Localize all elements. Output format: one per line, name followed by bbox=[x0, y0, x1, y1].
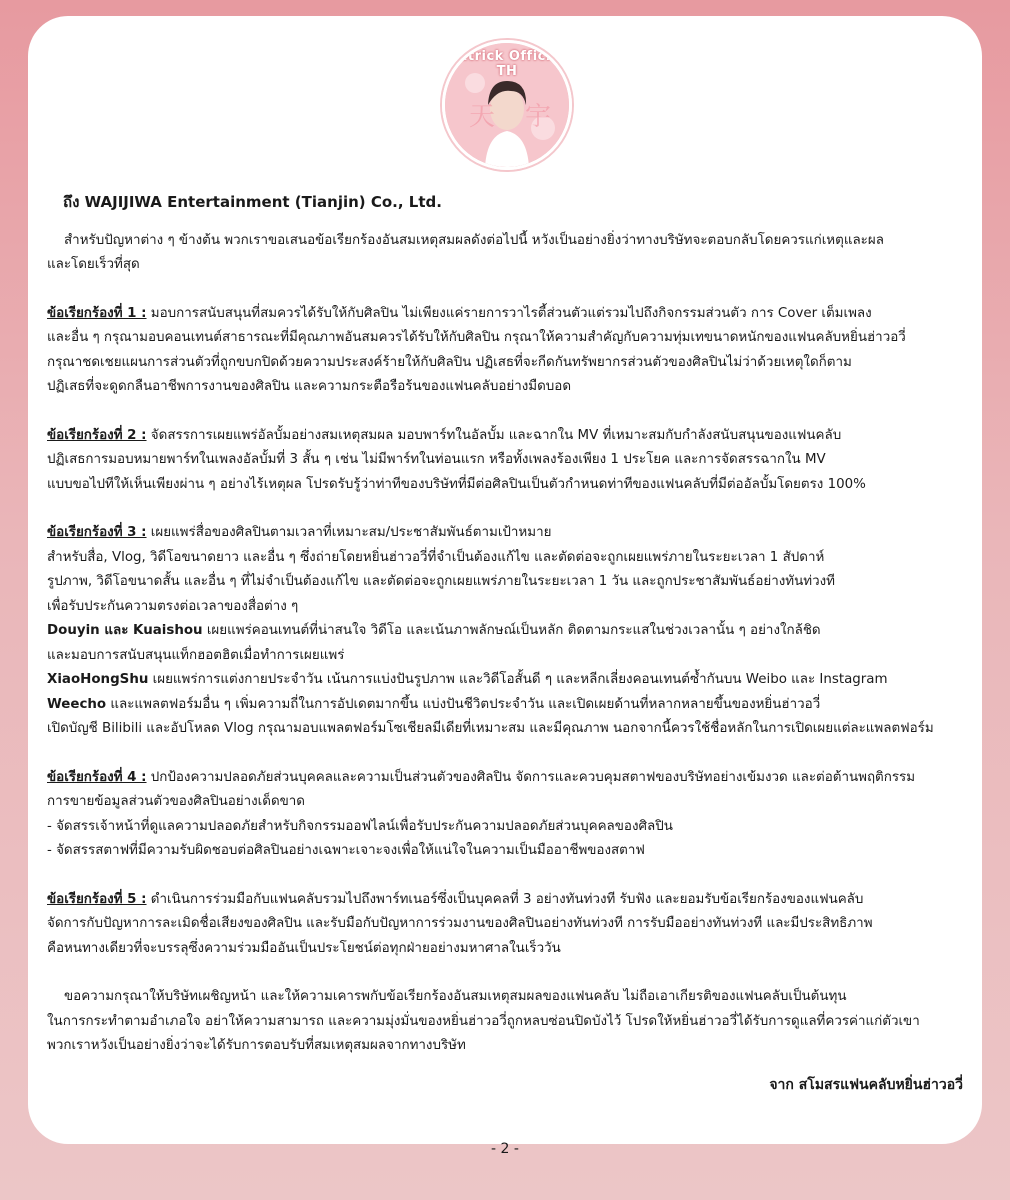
request-line: ดำเนินการร่วมมือกับแฟนคลับรวมไปถึงพาร์ทเนอร์ซึ่งเป็นบุคคลที่ 3 อย่างทันท่วงที รับฟัง และยอมรับข้อเรียกร้องของแฟนคลับ bbox=[150, 891, 864, 907]
request-line: สำหรับสื่อ, Vlog, วิดีโอขนาดยาว และอื่น ๆ ซึ่งถ่ายโดยหยิ่นฮ่าวอวี่ที่จำเป็นต้องแก้ไข และตัดต่อจะถูกเผยแพร่ภายในระยะเวลา 1 สัปดาห์ bbox=[47, 549, 825, 565]
letter-body bbox=[47, 190, 967, 1097]
platform-line bbox=[47, 668, 967, 693]
platform-name: Douyin และ Kuaishou bbox=[47, 623, 203, 638]
platform-line bbox=[47, 619, 967, 644]
platform-text: เผยแพร่การแต่งกายประจำวัน เน้นการแบ่งปันรูปภาพ และวิดีโอสั้นดี ๆ และหลีกเลี่ยงคอนเทนต์ซ้ำกันบน Weibo และ Instagram bbox=[152, 672, 888, 687]
platform-line bbox=[47, 693, 967, 718]
closing-line: พวกเราหวังเป็นอย่างยิ่งว่าจะได้รับการตอบรับที่สมเหตุสมผลจากทางบริษัท bbox=[47, 1038, 466, 1053]
request-line: เผยแพร่สื่อของศิลปินตามเวลาที่เหมาะสม/ประชาสัมพันธ์ตามเป้าหมาย bbox=[150, 525, 552, 540]
request-line: คือหนทางเดียวที่จะบรรลุซึ่งความร่วมมืออันเป็นประโยชน์ต่อทุกฝ่ายอย่างมหาศาลในเร็ววัน bbox=[47, 940, 561, 956]
request-line: ปกป้องความปลอดภัยส่วนบุคคลและความเป็นส่วนตัวของศิลปิน จัดการและควบคุมสตาฟของบริษัทอย่างเข้มงวด และต่อต้านพฤติกรรม bbox=[150, 769, 916, 785]
request-line: จัดการกับปัญหาการละเมิดชื่อเสียงของศิลปิน และรับมือกับปัญหาการร่วมงานของศิลปินอย่างทันท่วงที การรับมืออย่างทันท่วงที และมีประสิทธิภาพ bbox=[47, 916, 873, 931]
platform-line: เปิดบัญชี Bilibili และอัปโหลด Vlog กรุณามอบแพลตฟอร์มโซเชียลมีเดียที่เหมาะสม และมีคุณภาพ นอกจากนี้ควรใช้ชื่อหลักในการเปิดเผยแต่ละแพลตฟอร์ม bbox=[47, 721, 934, 736]
logo-text: Patrick Official TH bbox=[448, 49, 566, 79]
intro-paragraph bbox=[47, 229, 967, 278]
request-3 bbox=[47, 521, 967, 742]
request-line: รูปภาพ, วิดีโอขนาดสั้น และอื่น ๆ ที่ไม่จำเป็นต้องแก้ไข และตัดต่อจะถูกเผยแพร่ภายในระยะเวลา 1 วัน และถูกประชาสัมพันธ์อย่างทันท่วงที bbox=[47, 574, 835, 589]
request-line: เพื่อรับประกันความตรงต่อเวลาของสื่อต่าง ๆ bbox=[47, 598, 299, 614]
request-2 bbox=[47, 424, 967, 498]
request-line: ปฏิเสธการมอบหมายพาร์ทในเพลงอัลบั้มที่ 3 สั้น ๆ เช่น ไม่มีพาร์ทในท่อนแรก หรือทั้งเพลงร้องเพียง 1 ประโยค และการจัดสรรฉากใน MV bbox=[47, 452, 826, 467]
closing-line: ในการกระทำตามอำเภอใจ อย่าให้ความสามารถ และความมุ่งมั่นของหยิ่นฮ่าวอวี่ถูกหลบซ่อนปิดบังไว้ โปรดให้หยิ่นฮ่าวอวี่ได้รับการดูแลที่ควรค่าแก่ตัวเขา bbox=[47, 1013, 920, 1029]
request-4 bbox=[47, 766, 967, 864]
request-line: และอื่น ๆ กรุณามอบคอนเทนต์สาธารณะที่มีคุณภาพอันสมควรได้รับให้กับศิลปิน กรุณาให้ความสำคัญกับความทุ่มเทขนาดหนักของแฟนคลับหยิ่นฮ่าวอวี่ bbox=[47, 330, 906, 345]
request-2-title: ข้อเรียกร้องที่ 2 : bbox=[47, 427, 147, 443]
platform-text: เผยแพร่คอนเทนต์ที่น่าสนใจ วิดีโอ และเน้นภาพลักษณ์เป็นหลัก ติดตามกระแสในช่วงเวลานั้น ๆ อย่างใกล้ชิด bbox=[206, 623, 821, 638]
request-5-title: ข้อเรียกร้องที่ 5 : bbox=[47, 891, 147, 907]
platform-name: XiaoHongShu bbox=[47, 672, 149, 687]
platform-text: และแพลตฟอร์มอื่น ๆ เพิ่มความถี่ในการอัปเดตมากขึ้น แบ่งปันชีวิตประจำวัน และเปิดเผยด้านที่หลากหลายขึ้นของหยิ่นฮ่าวอวี่ bbox=[110, 696, 821, 712]
request-1 bbox=[47, 302, 967, 400]
request-4-title: ข้อเรียกร้องที่ 4 : bbox=[47, 769, 147, 785]
request-5 bbox=[47, 888, 967, 962]
request-1-title: ข้อเรียกร้องที่ 1 : bbox=[47, 305, 147, 321]
request-line: การขายข้อมูลส่วนตัวของศิลปินอย่างเด็ดขาด bbox=[47, 794, 306, 809]
platform-line: และมอบการสนับสนุนแท็กฮอตฮิตเมื่อทำการเผยแพร่ bbox=[47, 647, 345, 663]
page-number: - 2 - bbox=[491, 1141, 519, 1157]
fanclub-logo bbox=[442, 40, 572, 170]
intro-line: และโดยเร็วที่สุด bbox=[47, 257, 140, 272]
salutation: ถึง WAJIJIWA Entertainment (Tianjin) Co., Ltd. bbox=[63, 193, 442, 211]
signature: จาก สโมสรแฟนคลับหยิ่นฮ่าวอวี่ bbox=[769, 1076, 963, 1093]
request-line: มอบการสนับสนุนที่สมควรได้รับให้กับศิลปิน ไม่เพียงแค่รายการวาไรตี้ส่วนตัวแต่รวมไปถึงกิจกรรมส่วนตัว การ Cover เต็มเพลง bbox=[150, 305, 872, 321]
closing-paragraph bbox=[47, 985, 967, 1059]
svg-text:天: 天 bbox=[469, 102, 496, 132]
svg-text:宇: 宇 bbox=[525, 102, 552, 132]
request-line: กรุณาชดเชยแผนการส่วนตัวที่ถูกขบกปิดด้วยความประสงค์ร้ายให้กับศิลปิน ปฏิเสธที่จะกีดกันทรัพยากรส่วนตัวของศิลปินไม่ว่าด้วยเหตุใดก็ตาม bbox=[47, 354, 852, 370]
request-line: จัดสรรการเผยแพร่อัลบั้มอย่างสมเหตุสมผล มอบพาร์ทในอัลบั้ม และฉากใน MV ที่เหมาะสมกับกำลังสนับสนุนของแฟนคลับ bbox=[150, 427, 842, 443]
request-bullet: - จัดสรรสตาฟที่มีความรับผิดชอบต่อศิลปินอย่างเฉพาะเจาะจงเพื่อให้แน่ใจในความเป็นมืออาชีพของสตาฟ bbox=[47, 843, 645, 858]
intro-line: สำหรับปัญหาต่าง ๆ ข้างต้น พวกเราขอเสนอข้อเรียกร้องอันสมเหตุสมผลดังต่อไปนี้ หวังเป็นอย่างยิ่งว่าทางบริษัทจะตอบกลับโดยควรแก่เหตุและผล bbox=[64, 232, 884, 248]
request-line: แบบขอไปทีให้เห็นเพียงผ่าน ๆ อย่างไร้เหตุผล โปรดรับรู้ว่าท่าทีของบริษัทที่มีต่อศิลปินเป็นตัวกำหนดท่าทีของแฟนคลับที่มีต่ออัลบั้มโดยตรง 100% bbox=[47, 476, 866, 492]
request-3-title: ข้อเรียกร้องที่ 3 : bbox=[47, 525, 147, 540]
request-bullet: - จัดสรรเจ้าหน้าที่ดูแลความปลอดภัยสำหรับกิจกรรมออฟไลน์เพื่อรับประกันความปลอดภัยส่วนบุคคลของศิลปิน bbox=[47, 818, 673, 834]
closing-line: ขอความกรุณาให้บริษัทเผชิญหน้า และให้ความเคารพกับข้อเรียกร้องอันสมเหตุสมผลของแฟนคลับ ไม่ถือเอาเกียรติของแฟนคลับเป็นต้นทุน bbox=[64, 989, 847, 1004]
request-line: ปฏิเสธที่จะดูดกลืนอาชีพการงานของศิลปิน และความกระตือรือร้นของแฟนคลับอย่างมืดบอด bbox=[47, 379, 572, 394]
platform-name: Weecho bbox=[47, 696, 107, 712]
